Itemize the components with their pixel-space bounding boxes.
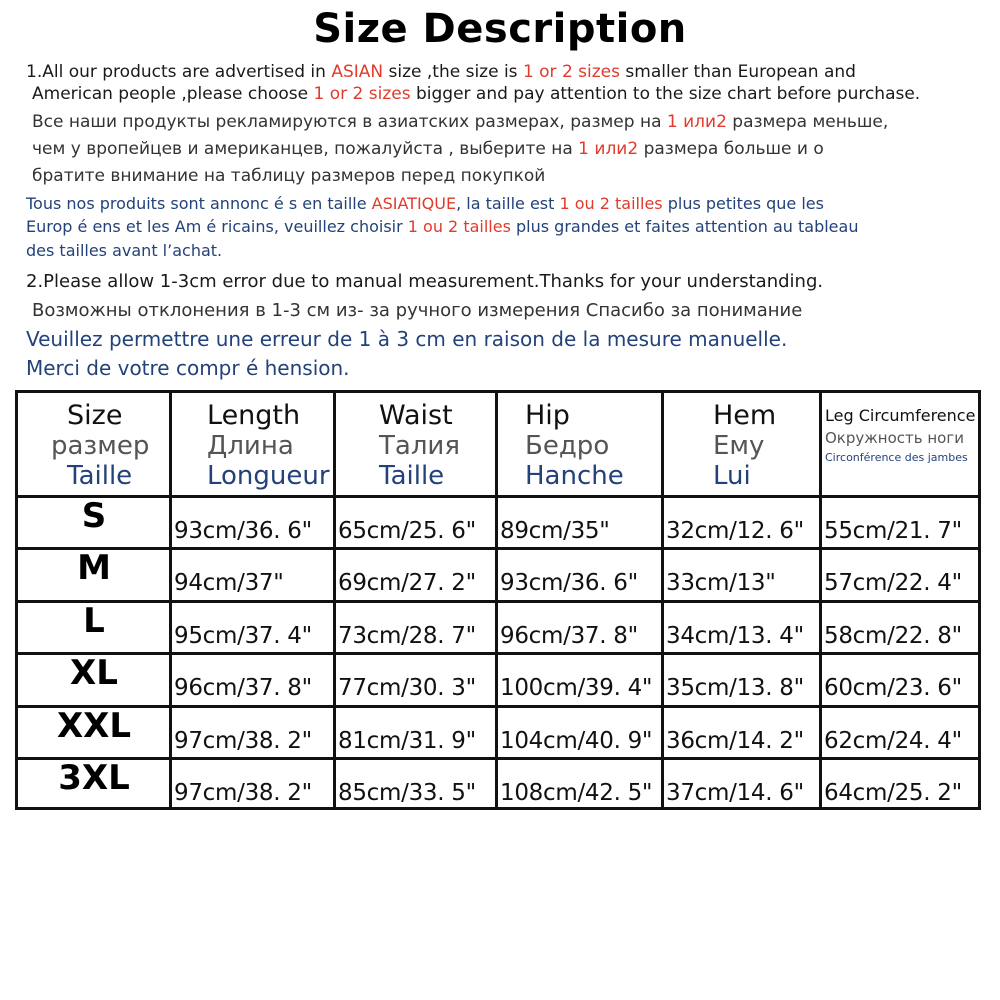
header-label-en: Size <box>67 400 123 431</box>
table-cell: 100cm/39. 4" <box>500 675 653 702</box>
note-text: Все наши продукты рекламируются в азиатских размерах, размер на <box>32 112 667 132</box>
note-text: , la taille est <box>456 194 560 213</box>
table-cell: 36cm/14. 2" <box>666 727 804 754</box>
header-label-fr: Taille <box>379 461 445 491</box>
note-text: size ,the size is <box>383 62 523 82</box>
note-text: Tous nos produits sont annonc é s en taille <box>26 194 372 213</box>
table-cell: 64cm/25. 2" <box>824 780 962 806</box>
note-text: plus petites que les <box>662 194 824 213</box>
highlight-text: 1 or 2 sizes <box>313 84 411 104</box>
header-label-en: Hip <box>525 400 570 431</box>
header-label-ru: размер <box>51 431 150 461</box>
header-label-ru: Длина <box>207 431 294 461</box>
note-text: smaller than European and <box>620 62 856 82</box>
note-text: des tailles avant l’achat. <box>26 241 223 260</box>
table-header-cell <box>337 393 495 496</box>
table-cell: 34cm/13. 4" <box>666 622 804 649</box>
table-cell: 58cm/22. 8" <box>824 622 962 649</box>
table-header-cell <box>665 393 819 496</box>
note-text: bigger and pay attention to the size chart before purchase. <box>410 84 921 104</box>
highlight-text: ASIATIQUE <box>371 194 457 213</box>
note1-en-line2 <box>32 84 920 104</box>
size-label: 3XL <box>58 760 130 798</box>
note-text: размера меньше, <box>726 112 889 132</box>
table-cell: 97cm/38. 2" <box>174 780 312 806</box>
table-cell: 57cm/22. 4" <box>824 570 962 597</box>
note-text: plus grandes et faites attention au tableau <box>510 217 859 236</box>
header-label-ru: Окружность ноги <box>825 429 964 447</box>
header-label-fr: Longueur <box>207 461 330 491</box>
note1-fr-line1 <box>26 194 824 213</box>
note-text: размера больше и о <box>638 139 824 159</box>
table-cell: 94cm/37" <box>174 570 284 597</box>
table-cell: 93cm/36. 6" <box>174 518 312 544</box>
size-label: S <box>81 498 107 536</box>
table-cell: 85cm/33. 5" <box>338 780 476 806</box>
header-label-ru: Талия <box>379 431 460 461</box>
highlight-text: 1 or 2 sizes <box>522 62 620 82</box>
header-label-fr: Circonférence des jambes <box>825 451 968 464</box>
note1-ru-line2 <box>32 139 824 159</box>
table-cell: 77cm/30. 3" <box>338 675 476 702</box>
table-cell: 96cm/37. 8" <box>500 622 638 649</box>
table-cell: 32cm/12. 6" <box>666 518 804 544</box>
header-label-ru: Бедро <box>525 431 610 461</box>
note1-ru-line1 <box>32 112 888 132</box>
table-cell: 33cm/13" <box>666 570 776 597</box>
header-label-en: Leg Circumference <box>825 406 976 425</box>
header-label-en: Hem <box>713 400 777 431</box>
table-cell: 96cm/37. 8" <box>174 675 312 702</box>
highlight-text: 1 или2 <box>666 112 727 132</box>
table-cell: 62cm/24. 4" <box>824 727 962 754</box>
table-cell: 65cm/25. 6" <box>338 518 476 544</box>
table-cell: 104cm/40. 9" <box>500 727 653 754</box>
note-text: Europ é ens et les Am é ricains, veuillez choisir <box>26 217 408 236</box>
table-cell: 60cm/23. 6" <box>824 675 962 702</box>
note-text: 1.All our products are advertised in <box>26 62 332 82</box>
note2-ru: Возможны отклонения в 1-3 см из- за ручного измерения Спасибо за понимание <box>32 300 803 321</box>
table-cell: 81cm/31. 9" <box>338 727 476 754</box>
table-cell: 95cm/37. 4" <box>174 622 312 649</box>
size-label: L <box>83 602 105 641</box>
header-label-en: Length <box>207 400 301 431</box>
note2-fr-line2: Merci de votre compr é hension. <box>26 356 350 380</box>
table-cell: 37cm/14. 6" <box>666 780 804 806</box>
note1-fr-line2 <box>26 217 858 236</box>
header-label-fr: Hanche <box>525 461 624 491</box>
table-cell: 93cm/36. 6" <box>500 570 638 597</box>
table-header-cell <box>499 393 661 496</box>
size-table <box>15 390 981 810</box>
highlight-text: ASIAN <box>331 62 384 82</box>
header-label-fr: Taille <box>67 461 133 491</box>
highlight-text: 1 ou 2 tailles <box>559 194 663 213</box>
table-cell: 69cm/27. 2" <box>338 570 476 597</box>
table-cell: 55cm/21. 7" <box>824 518 962 544</box>
page-title: Size Description <box>313 6 687 52</box>
note-text: чем у вропейцев и американцев, пожалуйста , выберите на <box>32 139 579 159</box>
note-text: братите внимание на таблицу размеров перед покупкой <box>32 166 546 186</box>
highlight-text: 1 ou 2 tailles <box>407 217 511 236</box>
table-header-cell <box>173 393 333 496</box>
size-label: XXL <box>56 707 132 746</box>
table-header-cell <box>823 393 977 496</box>
size-label: M <box>77 550 111 589</box>
table-cell: 73cm/28. 7" <box>338 622 476 649</box>
table-cell: 35cm/13. 8" <box>666 675 804 702</box>
table-cell: 97cm/38. 2" <box>174 727 312 754</box>
note-text: American people ,please choose <box>32 84 314 104</box>
note1-ru-line3 <box>32 166 545 186</box>
table-cell: 89cm/35" <box>500 518 610 544</box>
table-cell: 108cm/42. 5" <box>500 780 653 806</box>
header-label-en: Waist <box>379 400 453 431</box>
highlight-text: 1 или2 <box>578 139 639 159</box>
header-label-fr: Lui <box>713 461 751 491</box>
note1-en-line1 <box>26 62 856 82</box>
size-label: XL <box>70 655 118 694</box>
note2-fr-line1: Veuillez permettre une erreur de 1 à 3 cm en raison de la mesure manuelle. <box>26 327 788 351</box>
note1-fr-line3 <box>26 241 222 260</box>
table-header-cell <box>21 393 169 496</box>
note2-en: 2.Please allow 1-3cm error due to manual measurement.Thanks for your understanding. <box>26 271 824 292</box>
header-label-ru: Ему <box>713 431 765 461</box>
